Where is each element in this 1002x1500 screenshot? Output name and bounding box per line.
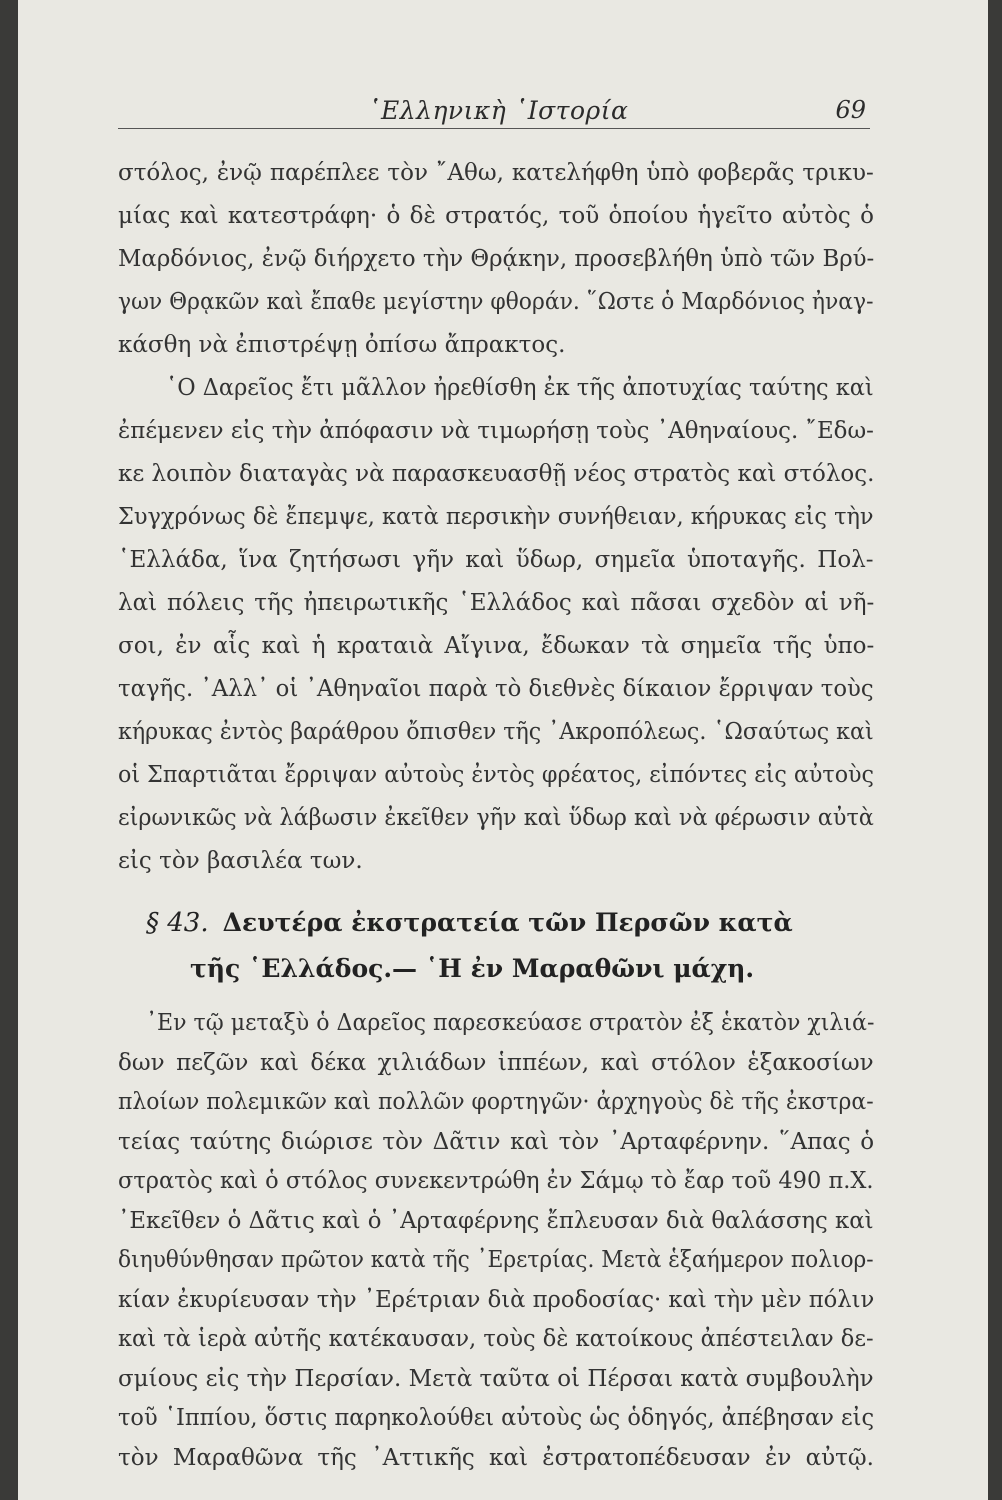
text-line: γων Θρᾳκῶν καὶ ἔπαθε μεγίστην φθοράν. ῞Ωστε ὁ Μαρδόνιος ἠναγ- bbox=[118, 289, 874, 315]
text-line: πλοίων πολεμικῶν καὶ πολλῶν φορτηγῶν· ἀρχηγοὺς δὲ τῆς ἐκστρα- bbox=[118, 1089, 874, 1115]
section-number: § 43. bbox=[146, 908, 209, 938]
text-line: στόλος, ἐνῷ παρέπλεε τὸν ῎Αθω, κατελήφθη ὑπὸ φοβερᾶς τρικυ- bbox=[118, 160, 874, 186]
text-line: ῾Ελλάδα, ἵνα ζητήσωσι γῆν καὶ ὕδωρ, σημεῖα ὑποταγῆς. Πολ- bbox=[118, 547, 874, 573]
text-line: ἐπέμενεν εἰς τὴν ἀπόφασιν νὰ τιμωρήσῃ τοὺς ᾿Αθηναίους. ῎Εδω- bbox=[118, 418, 874, 444]
text-line: κίαν ἐκυρίευσαν τὴν ᾿Ερέτριαν διὰ προδοσίας· καὶ τὴν μὲν πόλιν bbox=[118, 1286, 875, 1313]
page-number: 69 bbox=[835, 96, 866, 124]
text-line: κε λοιπὸν διαταγὰς νὰ παρασκευασθῇ νέος στρατὸς καὶ στόλος. bbox=[118, 461, 875, 487]
running-title: ῾Ελληνικὴ ῾Ιστορία bbox=[368, 96, 629, 125]
section-heading bbox=[146, 906, 793, 940]
text-line: ᾿Εν τῷ μεταξὺ ὁ Δαρεῖος παρεσκεύασε στρατὸν ἐξ ἑκατὸν χιλιά- bbox=[146, 1010, 875, 1036]
text-line: εἰρωνικῶς νὰ λάβωσιν ἐκεῖθεν γῆν καὶ ὕδωρ καὶ νὰ φέρωσιν αὐτὰ bbox=[118, 805, 874, 831]
text-line: τοῦ ῾Ιππίου, ὅστις παρηκολούθει αὐτοὺς ὡς ὁδηγός, ἀπέβησαν εἰς bbox=[118, 1405, 875, 1431]
text-line: εἰς τὸν βασιλέα των. bbox=[118, 848, 363, 874]
text-line: κάσθη νὰ ἐπιστρέψῃ ὀπίσω ἄπρακτος. bbox=[118, 332, 566, 358]
section-title-line-2: τῆς ῾Ελλάδος.— ῾Η ἐν Μαραθῶνι μάχη. bbox=[190, 954, 755, 983]
page-header bbox=[118, 92, 870, 129]
text-line: μίας καὶ κατεστράφη· ὁ δὲ στρατός, τοῦ ὁποίου ἡγεῖτο αὐτὸς ὁ bbox=[118, 203, 874, 229]
book-page bbox=[18, 0, 988, 1500]
text-line: στρατὸς καὶ ὁ στόλος συνεκεντρώθη ἐν Σάμῳ τὸ ἔαρ τοῦ 490 π.Χ. bbox=[118, 1168, 874, 1194]
text-line: ταγῆς. ᾿Αλλ᾿ οἱ ᾿Αθηναῖοι παρὰ τὸ διεθνὲς δίκαιον ἔρριψαν τοὺς bbox=[118, 676, 874, 702]
text-line: κήρυκας ἐντὸς βαράθρου ὄπισθεν τῆς ᾿Ακροπόλεως. ῾Ωσαύτως καὶ bbox=[118, 719, 874, 745]
text-line: οἱ Σπαρτιᾶται ἔρριψαν αὐτοὺς ἐντὸς φρέατος, εἰπόντες εἰς αὐτοὺς bbox=[118, 762, 875, 788]
text-line: καὶ τὰ ἱερὰ αὐτῆς κατέκαυσαν, τοὺς δὲ κατοίκους ἀπέστειλαν δε- bbox=[118, 1326, 874, 1352]
section-title-line-1: Δευτέρα ἐκστρατεία τῶν Περσῶν κατὰ bbox=[222, 908, 793, 937]
text-line: διηυθύνθησαν πρῶτον κατὰ τῆς ᾿Ερετρίας. Μετὰ ἑξαήμερον πολιορ- bbox=[118, 1247, 874, 1273]
text-line: τείας ταύτης διώρισε τὸν Δᾶτιν καὶ τὸν ᾿Αρταφέρνην. ῞Απας ὁ bbox=[118, 1128, 875, 1155]
text-line: Μαρδόνιος, ἐνῷ διήρχετο τὴν Θρᾴκην, προσεβλήθη ὑπὸ τῶν Βρύ- bbox=[118, 246, 875, 272]
text-line: σοι, ἐν αἷς καὶ ἡ κραταιὰ Αἴγινα, ἔδωκαν τὰ σημεῖα τῆς ὑπο- bbox=[118, 633, 875, 659]
text-line: ῾Ο Δαρεῖος ἔτι μᾶλλον ἠρεθίσθη ἐκ τῆς ἀποτυχίας ταύτης καὶ bbox=[166, 375, 874, 401]
text-line: σμίους εἰς τὴν Περσίαν. Μετὰ ταῦτα οἱ Πέρσαι κατὰ συμβουλὴν bbox=[118, 1365, 874, 1392]
text-line: ᾿Εκεῖθεν ὁ Δᾶτις καὶ ὁ ᾿Αρταφέρνης ἔπλευσαν διὰ θαλάσσης καὶ bbox=[118, 1207, 874, 1234]
text-line: τὸν Μαραθῶνα τῆς ᾿Αττικῆς καὶ ἐστρατοπέδευσαν ἐν αὐτῷ. bbox=[118, 1444, 874, 1471]
text-line: Συγχρόνως δὲ ἔπεμψε, κατὰ περσικὴν συνήθειαν, κήρυκας εἰς τὴν bbox=[118, 504, 874, 530]
text-line: δων πεζῶν καὶ δέκα χιλιάδων ἱππέων, καὶ στόλον ἑξακοσίων bbox=[118, 1049, 874, 1076]
text-line: λαὶ πόλεις τῆς ἠπειρωτικῆς ῾Ελλάδος καὶ πᾶσαι σχεδὸν αἱ νῆ- bbox=[118, 590, 875, 616]
